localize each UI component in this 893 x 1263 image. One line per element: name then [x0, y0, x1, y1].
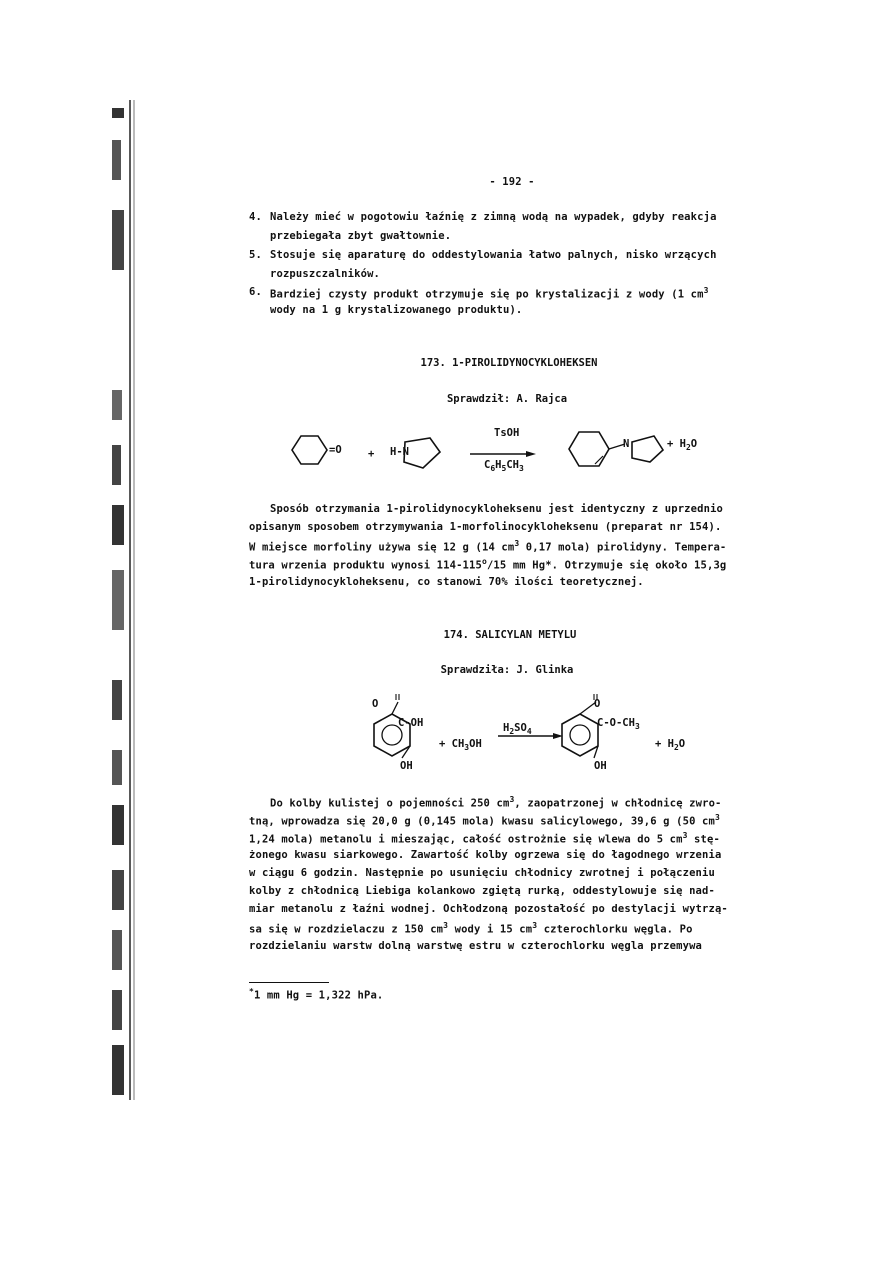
product-pyrrolidine-ring — [632, 436, 663, 462]
solvent-label: $C_6H_5CH_3$ — [484, 459, 524, 474]
section-174-para-line4: żonego kwasu siarkowego. Zawartość kolby ogrzewa się do łagodnego wrzenia — [249, 849, 722, 861]
binding-edge — [112, 100, 142, 1100]
ester-group-label: $C-O-CH_3$ — [597, 717, 640, 732]
section-173-para-line4: tura wrzenia produktu wynosi 114-115$^o$/15 mm Hg*. Otrzymuje się około 15,3g — [249, 557, 727, 572]
cyclohexanone-ring — [292, 436, 327, 464]
section-174-title: 174. SALICYLAN METYLU — [443, 629, 577, 641]
footnote-rule — [249, 982, 329, 983]
note-4-line2: przebiegała zbyt gwałtownie. — [270, 230, 452, 242]
note-5-number: 5. — [249, 249, 262, 261]
section-174-para-line6: kolby z chłodnicą Liebiga kolankowo zgiętą rurką, oddestylowuje się nad- — [249, 885, 715, 897]
section-174-para-line3: 1,24 mola) metanolu i mieszając, całość ostrożnie się wlewa do 5 $cm^3$ stę- — [249, 831, 720, 846]
cyclohexene-ring — [569, 432, 609, 466]
amine-label: H-N — [390, 446, 409, 458]
section-173-para-line5: 1-pirolidynocykloheksenu, co stanowi 70% ilości teoretycznej. — [249, 576, 644, 588]
note-6-line2: wody na 1 g krystalizowanego produktu). — [270, 304, 523, 316]
note-4-line1: Należy mieć w pogotowiu łaźnię z zimną wodą na wypadek, gdyby reakcja — [270, 211, 717, 223]
section-173-para-line3: W miejsce morfoliny używa się 12 g (14 $cm^3$ 0,17 mola) pirolidyny. Tempera- — [249, 539, 727, 554]
note-4-number: 4. — [249, 211, 262, 223]
section-173-title: 173. 1-PIROLIDYNOCYKLOHEKSEN — [420, 357, 598, 369]
footnote: *1 mm Hg = 1,322 hPa. — [249, 987, 384, 1002]
ketone-oxygen: =O — [329, 444, 342, 456]
section-174-para-line9: rozdzielaniu warstw dolną warstwę estru w czterochlorku węgla przemywa — [249, 940, 703, 952]
section-174-para-line7: miar metanolu z łaźni wodnej. Ochłodzoną pozostałość po destylacji wytrzą- — [249, 903, 728, 915]
ester-carbonyl-o: O — [594, 698, 601, 710]
water-product-174: + $H_2O$ — [655, 738, 686, 753]
section-173-para-line2: opisanym sposobem otrzymywania 1-morfolinocykloheksenu (preparat nr 154). — [249, 521, 722, 533]
section-174-para-line1: Do kolby kulistej o pojemności 250 $cm^3$, zaopatrzonej w chłodnicę zwro- — [270, 795, 722, 810]
acid-carboxyl-group: C-OH — [398, 717, 424, 729]
section-174-checked-by: Sprawdziła: J. Glinka — [440, 664, 574, 676]
product-nitrogen: N — [623, 438, 630, 450]
section-173-checked-by: Sprawdził: A. Rajca — [446, 393, 568, 405]
methanol-label: + $CH_3OH$ — [439, 738, 482, 753]
section-174-para-line8: sa się w rozdzielaczu z 150 $cm^3$ wody i 15 $cm^3$ czterochlorku węgla. Po — [249, 921, 693, 936]
pyrrolidine-ring — [404, 438, 440, 468]
page-number: - 192 - — [489, 176, 535, 188]
section-173-para-line1: Sposób otrzymania 1-pirolidynocykloheksenu jest identyczny z uprzednio — [270, 503, 724, 515]
water-product-173: + $H_2O$ — [667, 438, 698, 453]
benzene-ring-ester — [562, 714, 598, 756]
note-6-number: 6. — [249, 286, 262, 298]
note-5-line2: rozpuszczalników. — [270, 268, 381, 280]
ester-hydroxyl: OH — [594, 760, 607, 772]
note-6-line1: Bardziej czysty produkt otrzymuje się po krystalizacji z wody (1 $cm^3$ — [270, 286, 709, 301]
catalyst-label: TsOH — [494, 427, 520, 439]
plus-sign-1: + — [368, 448, 375, 460]
note-5-line1: Stosuje się aparaturę do oddestylowania łatwo palnych, nisko wrzących — [270, 249, 717, 261]
section-174-para-line2: tną, wprowadza się 20,0 g (0,145 mola) kwasu salicylowego, 39,6 g (50 $cm^3$ — [249, 813, 720, 828]
section-174-para-line5: w ciągu 6 godzin. Następnie po usunięciu chłodnicy zwrotnej i połączeniu — [249, 867, 715, 879]
acid-hydroxyl: OH — [400, 760, 413, 772]
acid-carbonyl-o: O — [372, 698, 379, 710]
sulfuric-acid-label: $H_2SO_4$ — [503, 722, 532, 737]
